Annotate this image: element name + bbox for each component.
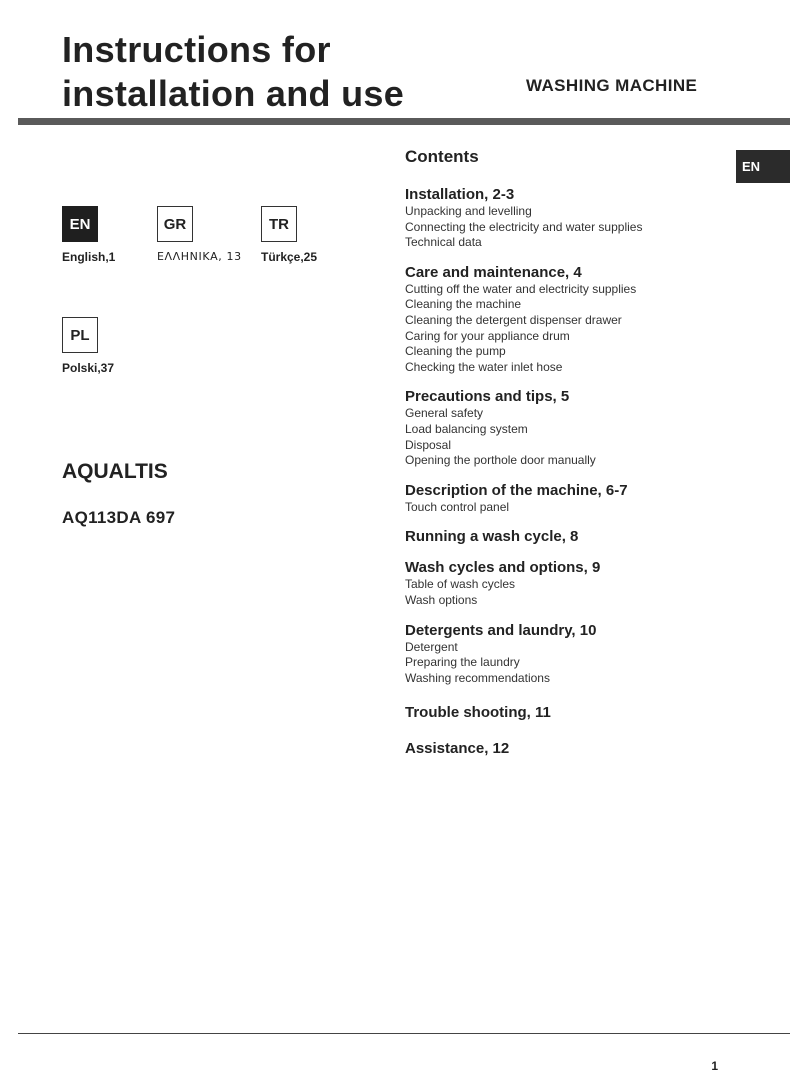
toc-item[interactable]: Wash options xyxy=(405,592,478,607)
toc-section-heading[interactable]: Running a wash cycle, 8 xyxy=(405,528,579,546)
toc-section-heading[interactable]: Precautions and tips, 5 xyxy=(405,388,570,406)
language-caption: Polski,37 xyxy=(62,361,115,375)
table-of-contents xyxy=(405,147,725,771)
toc-item[interactable]: Checking the water inlet hose xyxy=(405,359,563,374)
title-line-1: Instructions for xyxy=(62,29,331,70)
toc-section-heading[interactable]: Detergents and laundry, 10 xyxy=(405,621,597,639)
toc-item[interactable]: Touch control panel xyxy=(405,499,510,514)
toc-section-heading[interactable]: Care and maintenance, 4 xyxy=(405,263,582,281)
language-tab-en: EN xyxy=(736,150,790,183)
toc-section-installation xyxy=(405,186,725,251)
toc-section-precautions xyxy=(405,388,725,468)
toc-section-heading[interactable]: Installation, 2-3 xyxy=(405,186,515,203)
model-number: AQ113DA 697 xyxy=(62,508,176,527)
brand-name: AQUALTIS xyxy=(62,460,168,483)
language-gr[interactable] xyxy=(157,206,242,263)
toc-item[interactable]: Cleaning the detergent dispenser drawer xyxy=(405,312,622,327)
language-code-box: EN xyxy=(62,206,98,242)
toc-section-troubleshooting xyxy=(405,704,725,722)
toc-item[interactable]: Preparing the laundry xyxy=(405,655,520,670)
toc-section-wash-cycles xyxy=(405,559,725,608)
toc-section-care xyxy=(405,264,725,376)
toc-section-description xyxy=(405,482,725,516)
toc-item[interactable]: Technical data xyxy=(405,235,482,250)
language-en[interactable] xyxy=(62,206,115,264)
toc-item[interactable]: Caring for your appliance drum xyxy=(405,328,570,343)
page-number: 1 xyxy=(711,1059,718,1073)
toc-item[interactable]: Cutting off the water and electricity supplies xyxy=(405,281,637,296)
language-caption: Türkçe,25 xyxy=(261,250,318,264)
footer-divider xyxy=(18,1033,790,1034)
toc-item[interactable]: Load balancing system xyxy=(405,421,528,436)
product-type-label: WASHING MACHINE xyxy=(526,76,698,95)
toc-section-assistance xyxy=(405,740,725,758)
toc-item[interactable]: Unpacking and levelling xyxy=(405,204,532,218)
toc-item[interactable]: Cleaning the machine xyxy=(405,297,522,312)
toc-section-running xyxy=(405,528,725,546)
toc-item[interactable]: Detergent xyxy=(405,639,458,654)
header-divider xyxy=(18,118,790,125)
toc-section-heading[interactable]: Assistance, 12 xyxy=(405,740,510,758)
toc-item[interactable]: Cleaning the pump xyxy=(405,344,506,359)
language-caption: ΕΛΛΗΝΙΚΑ, 13 xyxy=(157,250,242,263)
toc-section-heading[interactable]: Trouble shooting, 11 xyxy=(405,704,551,722)
contents-title: Contents xyxy=(405,147,479,166)
language-caption: English,1 xyxy=(62,250,116,264)
language-code-box: TR xyxy=(261,206,297,242)
language-pl[interactable] xyxy=(62,317,114,375)
toc-item[interactable]: Opening the porthole door manually xyxy=(405,453,596,468)
language-code-box: GR xyxy=(157,206,193,242)
toc-section-heading[interactable]: Wash cycles and options, 9 xyxy=(405,559,601,577)
toc-section-heading[interactable]: Description of the machine, 6-7 xyxy=(405,481,628,499)
toc-item[interactable]: Washing recommendations xyxy=(405,670,550,685)
title-line-2: installation and use xyxy=(62,73,405,114)
toc-item[interactable]: Disposal xyxy=(405,437,452,452)
document-title xyxy=(62,28,404,116)
toc-item[interactable]: Table of wash cycles xyxy=(405,577,516,592)
toc-item[interactable]: Connecting the electricity and water supplies xyxy=(405,219,643,234)
language-code-box: PL xyxy=(62,317,98,353)
language-tr[interactable] xyxy=(261,206,317,264)
toc-section-detergents xyxy=(405,622,725,687)
toc-item[interactable]: General safety xyxy=(405,406,484,421)
